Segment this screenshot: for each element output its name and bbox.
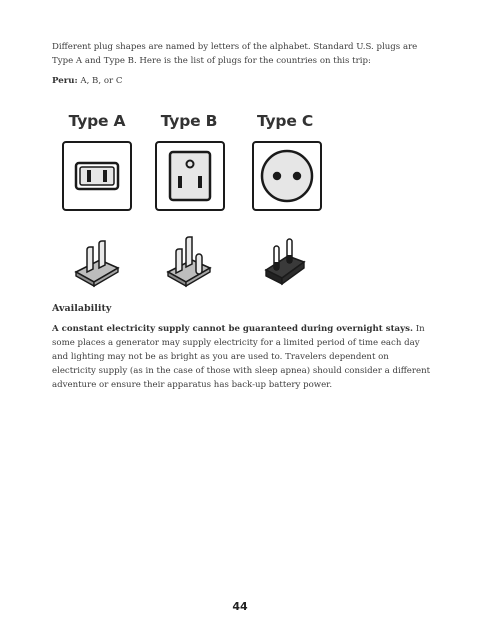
availability-lead: A constant electricity supply cannot be guaranteed during overnight stays.: [52, 324, 413, 334]
type-c-socket-icon: [252, 141, 322, 211]
type-a-socket-icon: [62, 141, 132, 211]
type-b-socket-icon: [155, 141, 225, 211]
country-plug-types: A, B, or C: [80, 76, 123, 86]
type-b-label: Type B: [160, 112, 218, 130]
availability-body: In some places a generator may supply electricity for a limited period of time each day and lighting may not be as bright as you are used to. Travelers dependent on electricity supply (as in the case of those with sleep apnea) should consider a different adventure or ensure their apparatus has back-up battery power.: [52, 324, 431, 390]
country-label: Peru:: [52, 76, 78, 86]
page-number: 44: [232, 600, 248, 613]
type-a-plug-icon: [70, 232, 126, 288]
type-c-plug-icon: [258, 232, 314, 288]
type-b-plug-icon: [162, 232, 218, 288]
availability-paragraph: [52, 322, 432, 392]
availability-heading: Availability: [52, 303, 112, 314]
type-a-label: Type A: [68, 112, 126, 130]
country-plug-list: [52, 74, 432, 88]
type-c-label: Type C: [256, 112, 314, 130]
intro-paragraph: Different plug shapes are named by letters of the alphabet. Standard U.S. plugs are Type A and Type B. Here is the list of plugs for the countries on this trip:: [52, 42, 418, 66]
